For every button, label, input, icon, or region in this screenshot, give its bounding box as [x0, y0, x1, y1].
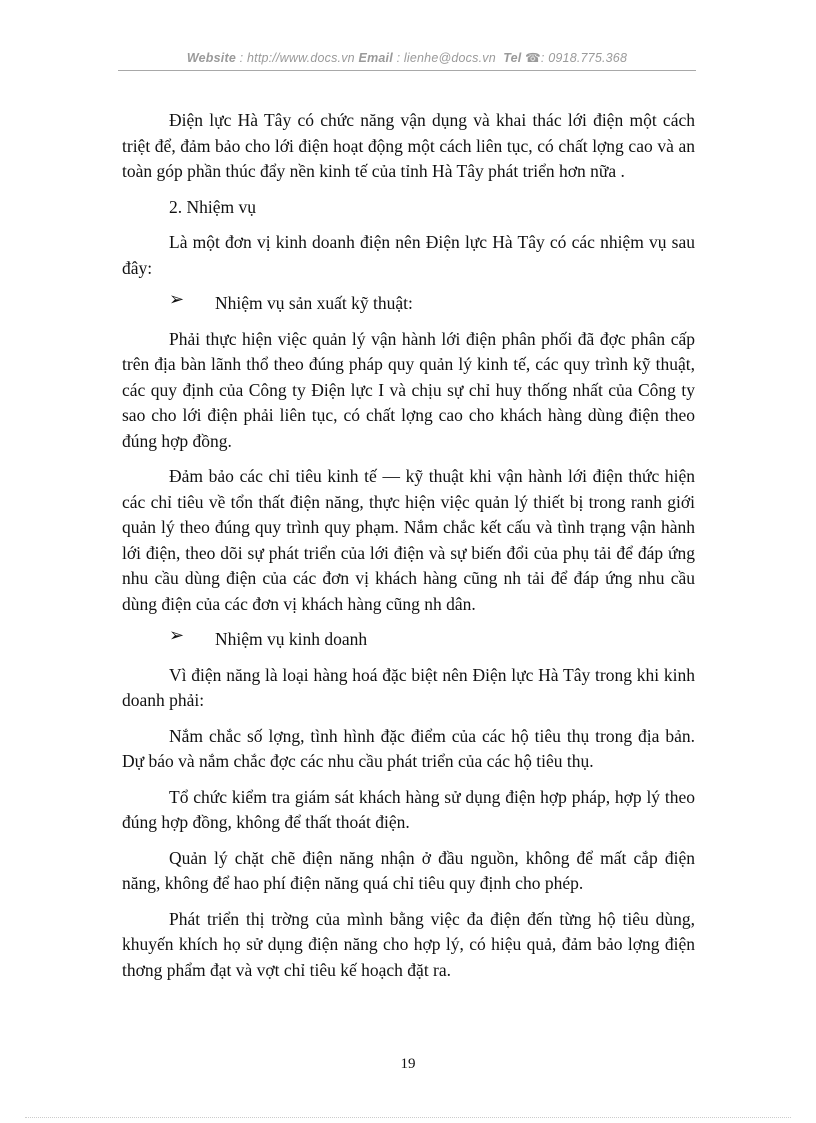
paragraph-customers: Nắm chắc số lợng, tình hình đặc điểm của các hộ tiêu thụ trong địa bản. Dự báo và nắm chắc đợc các nhu cầu phát triển của các hộ tiêu thụ. — [122, 725, 695, 771]
paragraph-operation: Phải thực hiện việc quản lý vận hành lới điện phân phối đã đợc phân cấp trên địa bàn lãnh thổ theo đúng pháp quy quản lý kinh tế, các quy trình kỹ thuật, các quy định của Công ty Điện lực I và chịu sự chỉ huy thống nhất của Công ty sao cho lới điện phải liên tục, có chất lợng cao cho khách hàng dùng điện theo đúng hợp đồng. — [122, 328, 695, 451]
paragraph-inspection: Tổ chức kiểm tra giám sát khách hàng sử dụng điện hợp pháp, hợp lý theo đúng hợp đồng, không để thất thoát điện. — [122, 786, 695, 832]
page-number: 19 — [400, 1056, 416, 1072]
bullet-production — [169, 291, 695, 317]
paragraph-function: Điện lực Hà Tây có chức năng vận dụng và khai thác lới điện một cách triệt để, đảm bảo cho lới điện hoạt động một cách liên tục, có chất lợng cao và an toàn góp phần thúc đẩy nền kinh tế của tỉnh Hà Tây phát triển hơn nữa . — [122, 110, 695, 181]
header-divider — [118, 70, 696, 71]
tel-label: Tel — [503, 51, 522, 65]
paragraph-intro-duties: Là một đơn vị kinh doanh điện nên Điện lực Hà Tây có các nhiệm vụ sau đây: — [122, 232, 695, 278]
paragraph-business-intro: Vì điện năng là loại hàng hoá đặc biệt nên Điện lực Hà Tây trong khi kinh doanh phải: — [122, 664, 695, 710]
arrowhead-bullet-icon: ➢ — [169, 289, 185, 310]
paragraph-energy-management: Quản lý chặt chẽ điện năng nhận ở đầu nguồn, không để mất cắp điện năng, không để hao phí điện năng quá chỉ tiêu quy định cho phép. — [122, 847, 695, 893]
website-label: Website — [186, 51, 236, 65]
arrowhead-bullet-icon: ➢ — [169, 625, 185, 646]
page-header — [118, 50, 696, 65]
section-heading: 2. Nhiệm vụ — [169, 196, 257, 217]
phone-icon: ☎ — [525, 51, 541, 65]
bullet-business-label: Nhiệm vụ kinh doanh — [215, 629, 368, 649]
bullet-business — [169, 627, 695, 653]
bottom-divider — [25, 1117, 791, 1118]
paragraph-indicators: Đảm bảo các chỉ tiêu kinh tế — kỹ thuật khi vận hành lới điện thức hiện các chỉ tiêu về tổn thất điện năng, thực hiện việc quản lý thiết bị trong ranh giới quản lý theo đúng quy trình quy phạm. Nắm chắc kết cấu và tình trạng vận hành lới điện, theo dõi sự phát triển của lới điện và sự biến đổi của phụ tải để đáp ứng nhu cầu dùng điện của các đơn vị khách hàng cũng nh tải để đáp ứng nhu cầu dùng điện của các đơn vị khách hàng cũng nh dân. — [122, 466, 695, 614]
email-value[interactable]: : lienhe@docs.vn — [396, 51, 496, 65]
document-body — [122, 108, 695, 993]
website-value[interactable]: : http://www.docs.vn — [239, 51, 355, 65]
paragraph-market-development: Phát triển thị trờng của mình bằng việc đa điện đến từng hộ tiêu dùng, khuyến khích họ sử dụng điện năng cho hợp lý, có hiệu quả, đảm bảo lợng điện thơng phẩm đạt và vợt chỉ tiêu kế hoạch đặt ra. — [122, 908, 695, 980]
tel-value: : 0918.775.368 — [540, 51, 628, 65]
email-label: Email — [358, 51, 393, 65]
bullet-production-label: Nhiệm vụ sản xuất kỹ thuật: — [215, 293, 413, 313]
